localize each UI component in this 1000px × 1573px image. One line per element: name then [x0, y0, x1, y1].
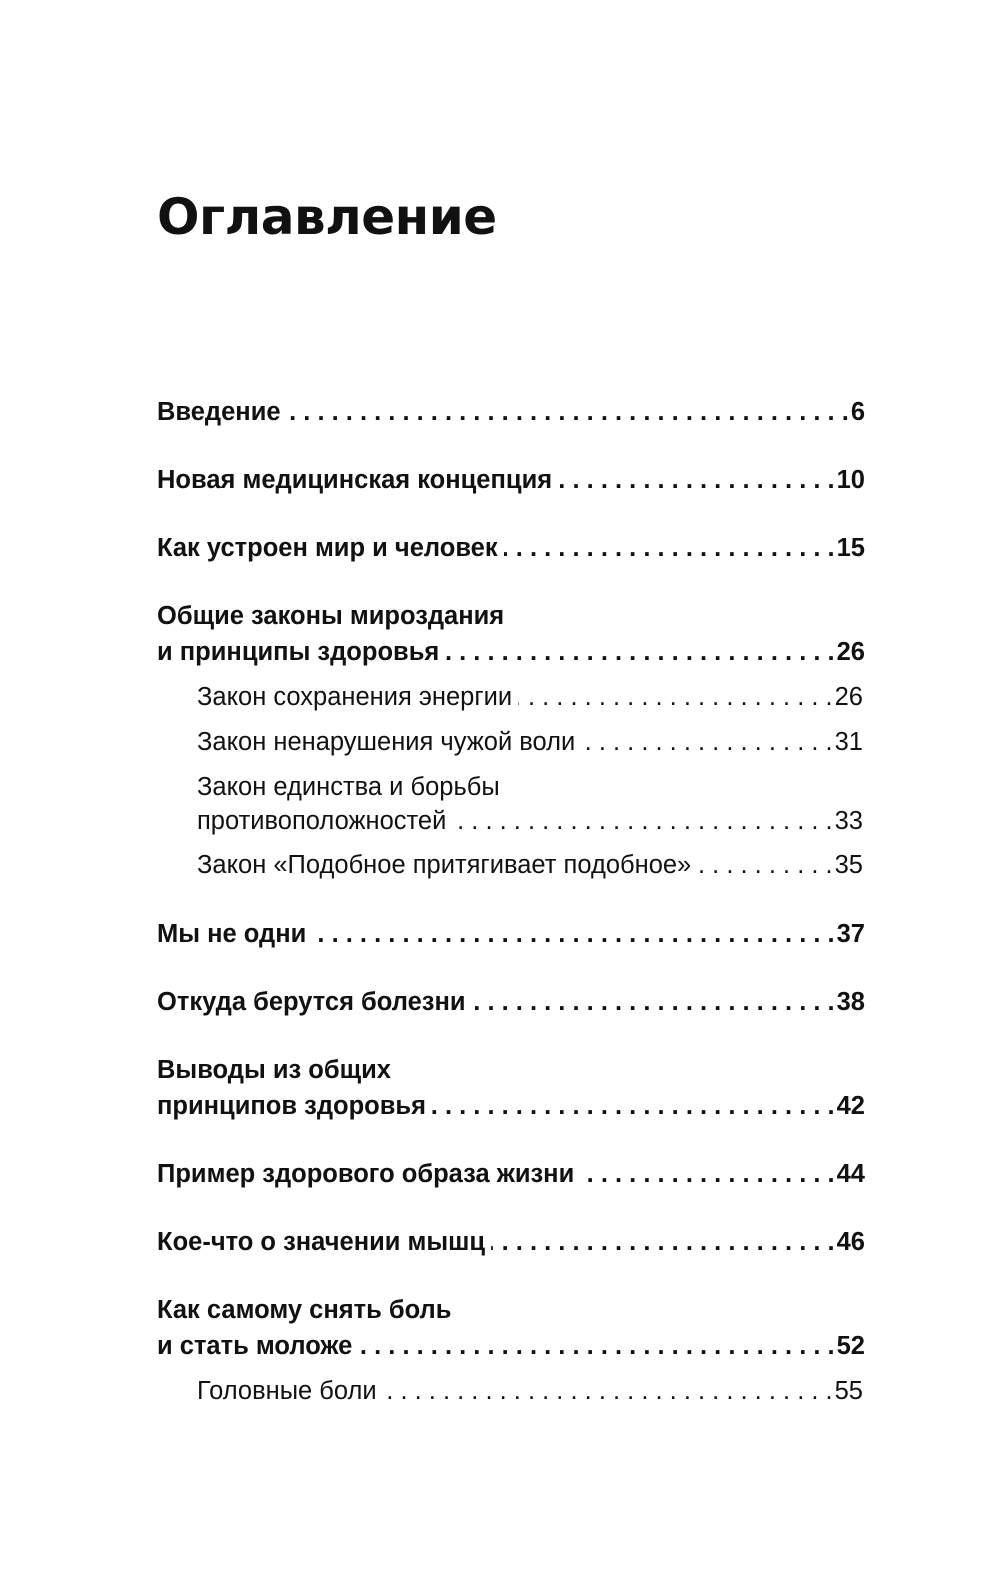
toc-entry-title: Мы не одни [157, 920, 307, 948]
toc-subentry-title: Закон «Подобное притягивает подобное» [197, 851, 692, 879]
toc-page-number: 35 [834, 851, 863, 879]
dot-leader [491, 1224, 835, 1260]
dot-leader [518, 680, 832, 714]
dot-leader [432, 1088, 835, 1124]
dot-leader [697, 848, 832, 882]
toc-subentry-title-line2: противоположностей [197, 807, 447, 835]
toc-entry-title-line1: Общие законы мироздания [157, 602, 505, 630]
toc-subentry-title: Головные боли [197, 1377, 377, 1405]
toc-entry-title: Новая медицинская концепция [157, 466, 553, 494]
toc-entry[interactable] [157, 916, 865, 952]
toc-page-number: 26 [836, 638, 865, 666]
toc-entry[interactable] [157, 1052, 865, 1124]
toc-page-number: 6 [850, 398, 865, 426]
toc-page-number: 46 [836, 1228, 865, 1256]
toc-entry[interactable] [157, 984, 865, 1020]
dot-leader [581, 725, 832, 759]
toc-page-number: 55 [834, 1377, 863, 1405]
dot-leader [558, 462, 834, 498]
toc-subentry[interactable] [197, 770, 863, 838]
toc-subentry[interactable] [197, 848, 863, 882]
toc-entry-title: Введение [157, 398, 281, 426]
toc-entry-title-line1: Выводы из общих [157, 1056, 391, 1084]
dot-leader [312, 916, 834, 952]
toc-entry-title-line2: принципов здоровья [157, 1092, 426, 1120]
toc-page-number: 38 [836, 988, 865, 1016]
toc-entry[interactable] [157, 530, 865, 566]
dot-leader [580, 1156, 834, 1192]
toc-entry-title: Пример здорового образа жизни [157, 1160, 575, 1188]
dot-leader [383, 1374, 833, 1408]
dot-leader [472, 984, 835, 1020]
toc-page-number: 42 [836, 1092, 865, 1120]
toc-entry[interactable] [157, 598, 865, 670]
toc-page-number: 52 [836, 1332, 865, 1360]
toc-subentry-title: Закон сохранения энергии [197, 683, 513, 711]
dot-leader [445, 634, 834, 670]
toc-entry-title: Как устроен мир и человек [157, 534, 498, 562]
toc-entry[interactable] [157, 1156, 865, 1192]
toc-page-number: 10 [836, 466, 865, 494]
toc-page-number: 15 [836, 534, 865, 562]
toc-entry-title-line1: Как самому снять боль [157, 1296, 452, 1324]
toc-entry[interactable] [157, 462, 865, 498]
toc-page-number: 26 [834, 683, 863, 711]
dot-leader [452, 804, 832, 838]
toc-entry-title-line2: и стать моложе [157, 1332, 353, 1360]
toc-subentry[interactable] [197, 680, 863, 714]
dot-leader [358, 1328, 834, 1364]
dot-leader [504, 530, 835, 566]
toc-entry-title-line2: и принципы здоровья [157, 638, 440, 666]
page-title: Оглавление [157, 188, 497, 246]
toc-entry[interactable] [157, 394, 865, 430]
toc-subentry[interactable] [197, 1374, 863, 1408]
toc-subentry-title: Закон ненарушения чужой воли [197, 728, 576, 756]
toc-page-number: 37 [836, 920, 865, 948]
toc-entry-title: Кое-что о значении мышц [157, 1228, 486, 1256]
toc-entry[interactable] [157, 1224, 865, 1260]
dot-leader [287, 394, 849, 430]
toc-entry-title: Откуда берутся болезни [157, 988, 466, 1016]
toc-subentry-title-line1: Закон единства и борьбы [197, 773, 500, 801]
toc-entry[interactable] [157, 1292, 865, 1364]
toc-subentry[interactable] [197, 725, 863, 759]
toc-page-number: 31 [834, 728, 863, 756]
toc-page-number: 44 [836, 1160, 865, 1188]
toc-page-number: 33 [834, 807, 863, 835]
